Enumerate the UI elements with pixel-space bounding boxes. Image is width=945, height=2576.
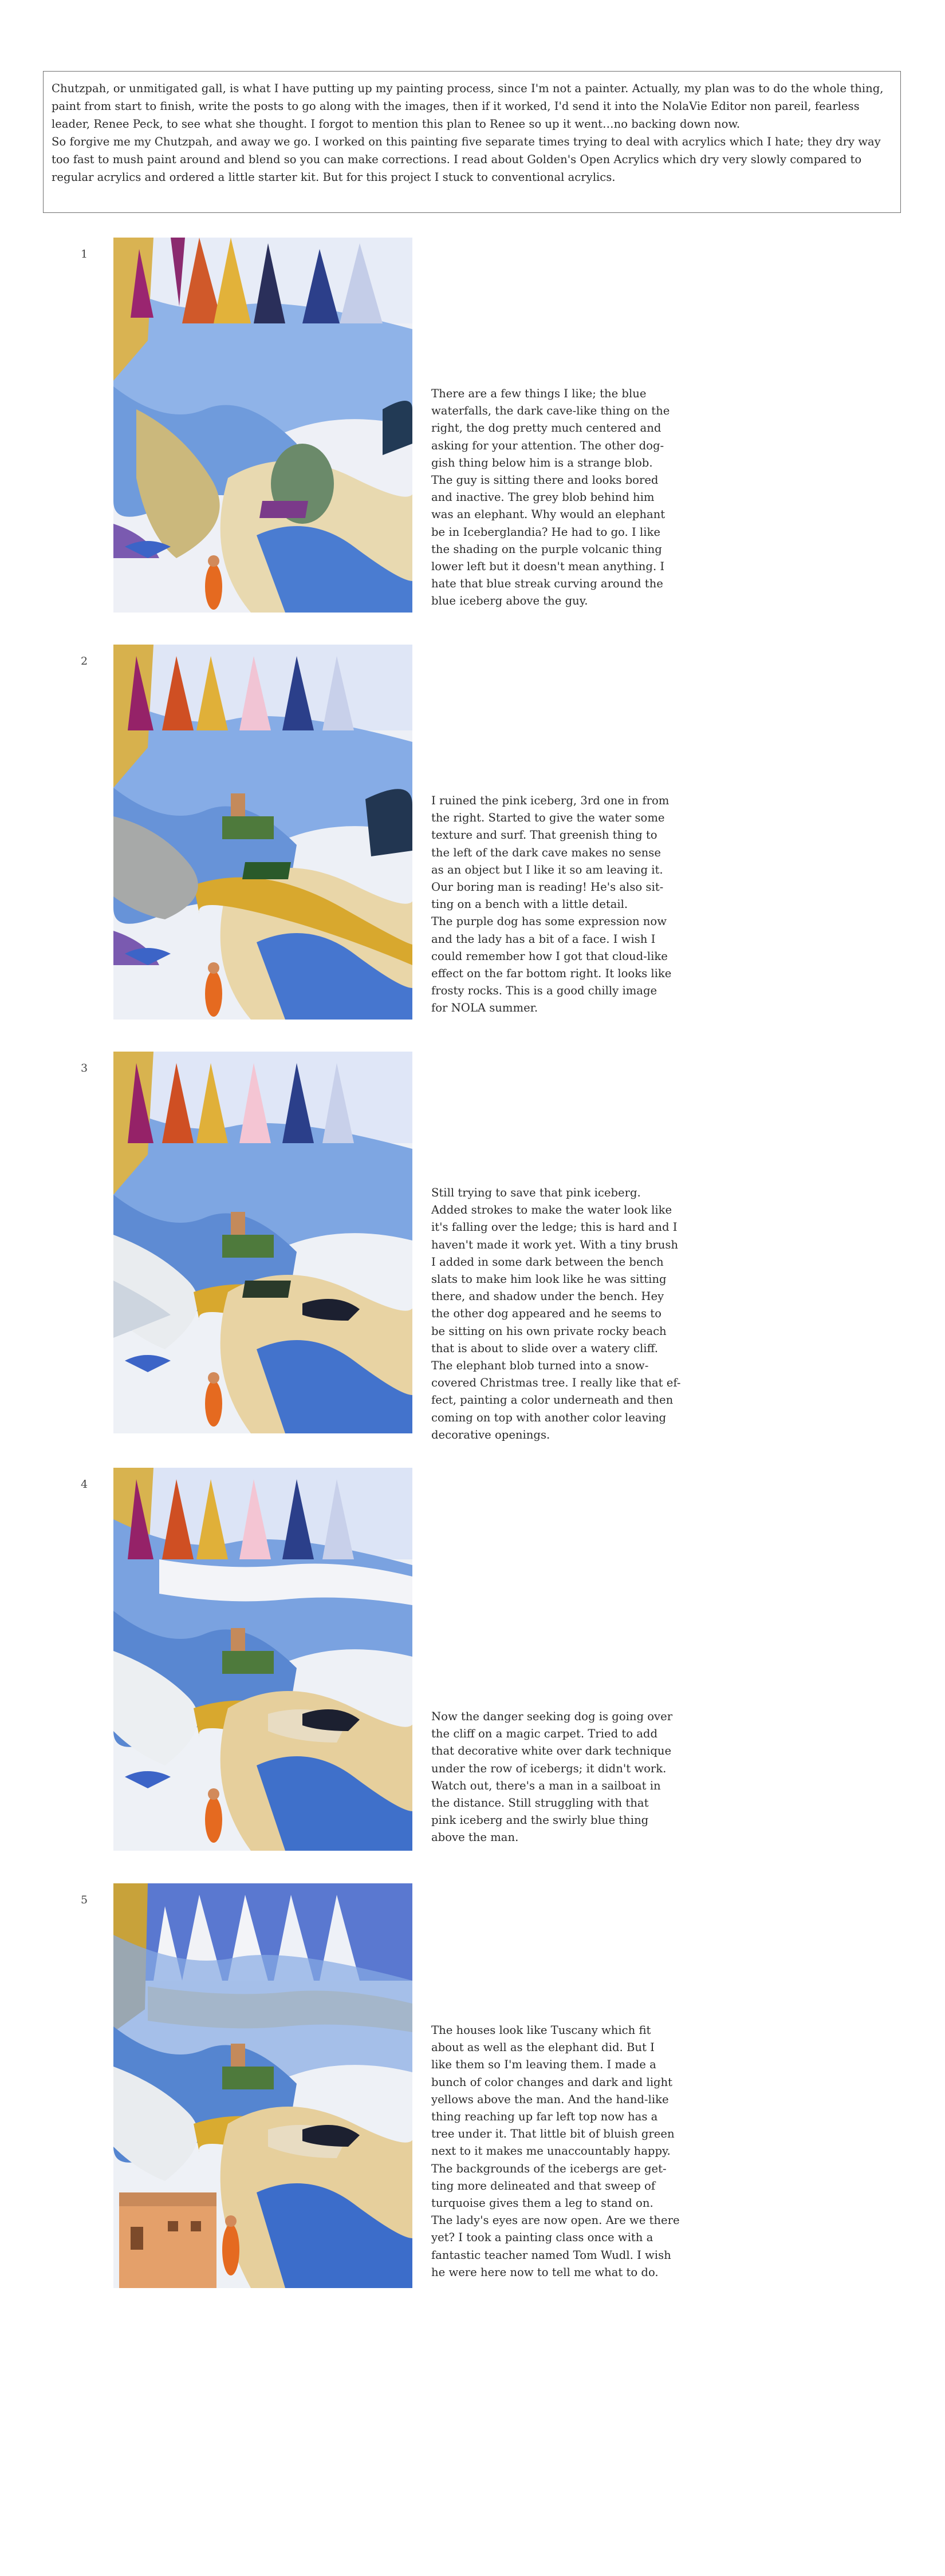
- step-caption: There are a few things I like; the blue waterfalls, the dark cave-like thing on the right, the dog pretty much centered and asking for your attention. The other dog- gish thing below him is a strange blob. The guy is sitting there and looks bored and inactive. The grey blob behind him was an elephant. Why would an elephant be in Iceberglandia? He had to go. I like the shading on the purple volcanic thing lower left but it doesn't mean anything. I hate that blue streak curving around the blue iceberg above the guy.: [431, 387, 670, 608]
- step-number: 1: [81, 248, 88, 260]
- intro-text-box: [43, 71, 901, 213]
- painting-image: [113, 1468, 412, 1851]
- step-caption: Still trying to save that pink iceberg. Added strokes to make the water look like it's falling over the ledge; this is hard and I haven't made it work yet. With a tiny brush I added in some dark between the bench slats to make him look like he was sitting there, and shadow under the bench. Hey the other dog appeared and he seems to be sitting on his own private rocky beach that is about to slide over a watery cliff. The elephant blob turned into a snow- covered Christmas tree. I really like that ef- fect, painting a color underneath and then coming on top with another color leaving decorative openings.: [431, 1186, 681, 1441]
- painting-image: [113, 1052, 412, 1433]
- step-number: 5: [81, 1894, 88, 1906]
- step-caption: Now the danger seeking dog is going over the cliff on a magic carpet. Tried to add that decorative white over dark technique under the row of icebergs; it didn't work. Watch out, there's a man in a sailboat in the distance. Still struggling with that pink iceberg and the swirly blue thing above the man.: [431, 1710, 673, 1844]
- step-number: 4: [81, 1478, 88, 1491]
- painting-image: [113, 645, 412, 1020]
- step-caption: I ruined the pink iceberg, 3rd one in from the right. Started to give the water some texture and surf. That greenish thing to the left of the dark cave makes no sense as an object but I like it so am leaving it. Our boring man is reading! He's also sit- ting on a bench with a little detail. The purple dog has some expression now and the lady has a bit of a face. I wish I could remember how I got that cloud-like effect on the far bottom right. It looks like frosty rocks. This is a good chilly image for NOLA summer.: [431, 794, 672, 1015]
- step-number: 2: [81, 655, 88, 667]
- step-caption: The houses look like Tuscany which fit about as well as the elephant did. But I like them so I'm leaving them. I made a bunch of color changes and dark and light yellows above the man. And the hand-like thing reaching up far left top now has a tree under it. That little bit of bluish green next to it makes me unaccountably happy. The backgrounds of the icebergs are get- ting more delineated and that sweep of turquoise gives them a leg to stand on. The lady's eyes are now open. Are we there yet? I took a painting class once with a fantastic teacher named Tom Wudl. I wish he were here now to tell me what to do.: [431, 2024, 680, 2279]
- intro-paragraph: So forgive me my Chutzpah, and away we go. I worked on this painting five separate times trying to deal with acrylics which I hate; they dry way too fast to mush paint around and blend so you can make corrections. I read about Golden's Open Acrylics which dry very slowly compared to regular acrylics and ordered a little starter kit. But for this project I stuck to conventional acrylics.: [52, 135, 881, 184]
- intro-paragraph: Chutzpah, or unmitigated gall, is what I have putting up my painting process, since I'm not a painter. Actually, my plan was to do the whole thing, paint from start to finish, write the posts to go along with the images, then if it worked, I'd send it into the NolaVie Editor non pareil, fearless leader, Renee Peck, to see what she thought. I forgot to mention this plan to Renee so up it went…no backing down now.: [52, 82, 884, 131]
- step-number: 3: [81, 1062, 88, 1074]
- painting-image: [113, 238, 412, 613]
- painting-image: [113, 1883, 412, 2288]
